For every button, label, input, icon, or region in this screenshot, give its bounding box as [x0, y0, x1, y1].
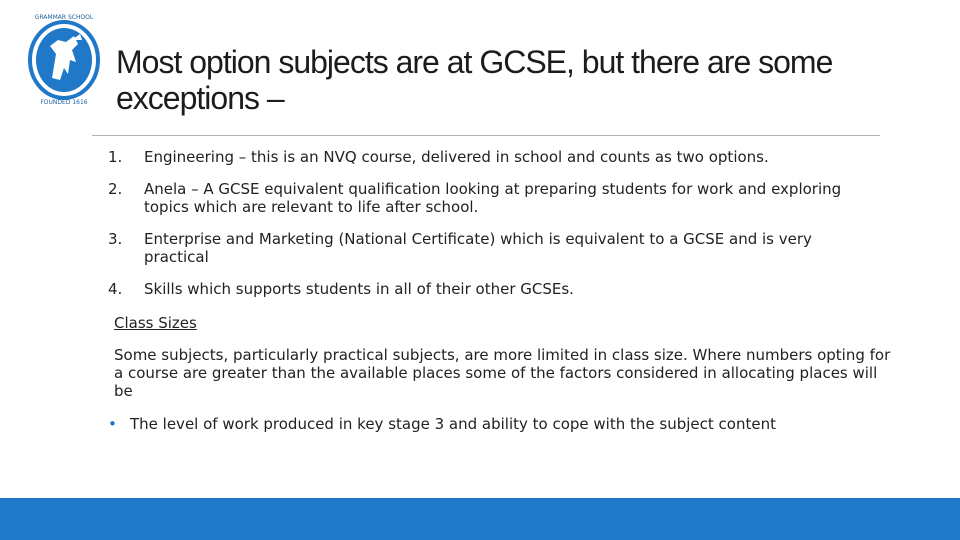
list-item-text: Engineering – this is an NVQ course, delivered in school and counts as two options. — [144, 148, 769, 166]
class-sizes-paragraph: Some subjects, particularly practical subjects, are more limited in class size. Where numbers opting for a course are greater than the available places some of the factors considered in allocating places will be — [114, 346, 891, 400]
slide-title: Most option subjects are at GCSE, but there are some exceptions – — [116, 44, 833, 116]
school-crest-icon — [22, 10, 106, 106]
list-item — [108, 280, 878, 298]
bullet-text: The level of work produced in key stage 3 and ability to cope with the subject content — [130, 415, 776, 433]
list-item-text: Skills which supports students in all of their other GCSEs. — [144, 280, 574, 298]
class-sizes-heading: Class Sizes — [114, 314, 197, 332]
logo-top-text: GRAMMAR SCHOOL — [34, 14, 94, 21]
list-item — [108, 180, 878, 216]
title-divider — [92, 135, 880, 136]
list-item-text: Anela – A GCSE equivalent qualification looking at preparing students for work and exploring topics which are relevant to life after school. — [144, 180, 842, 216]
list-item — [108, 148, 878, 166]
list-item-number: 2. — [108, 180, 123, 198]
list-item — [108, 230, 878, 266]
list-item-number: 1. — [108, 148, 123, 166]
list-item-number: 3. — [108, 230, 123, 248]
bullet-dot-icon: • — [108, 415, 117, 433]
options-list — [108, 148, 878, 312]
list-item-number: 4. — [108, 280, 123, 298]
list-item-text: Enterprise and Marketing (National Certificate) which is equivalent to a GCSE and is very practical — [144, 230, 812, 266]
bullet-item — [108, 415, 888, 433]
logo-bottom-text: FOUNDED 1616 — [40, 99, 88, 106]
footer-bar — [0, 498, 960, 540]
